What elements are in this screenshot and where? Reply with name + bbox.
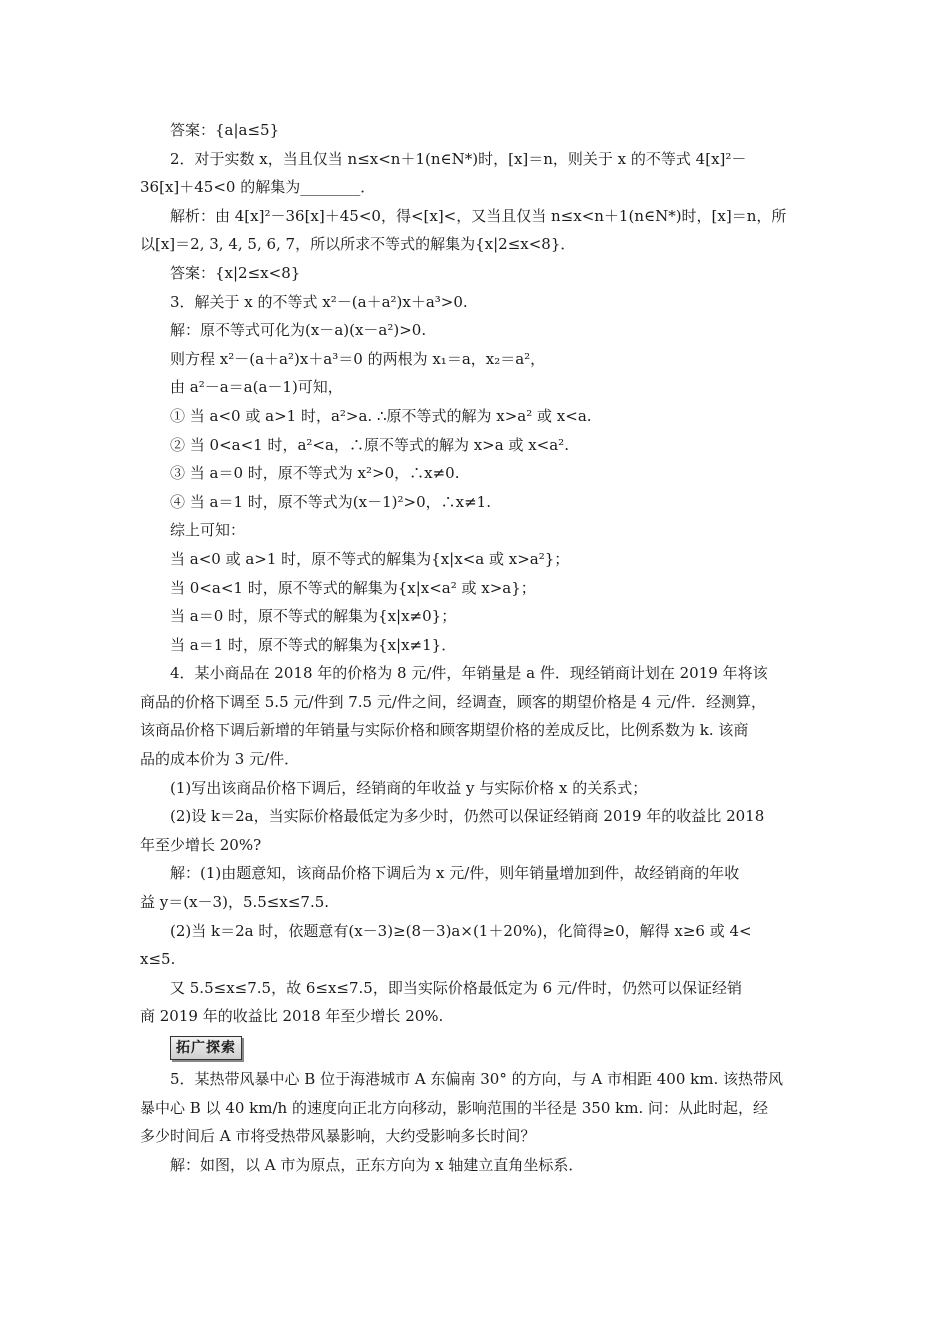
problem-2-line-1: 2．对于实数 x，当且仅当 n≤x<n＋1(n∈N*)时，[x]＝n，则关于 x 的不等式 4[x]²－: [170, 149, 747, 168]
solution-3-conclusion-2: 当 0<a<1 时，原不等式的解集为{x|x<a² 或 x>a}；: [170, 578, 536, 597]
problem-4-part-1: (1)写出该商品价格下调后，经销商的年收益 y 与实际价格 x 的关系式；: [170, 778, 648, 797]
solution-3-conclusion-4: 当 a＝1 时，原不等式的解集为{x|x≠1}．: [170, 635, 457, 654]
solution-3-case-4: ④ 当 a＝1 时，原不等式为(x－1)²>0，∴x≠1.: [170, 492, 491, 511]
solution-4-line-5: 又 5.5≤x≤7.5，故 6≤x≤7.5，即当实际价格最低定为 6 元/件时，仍然可以保证经销: [170, 978, 742, 997]
problem-4-line-4: 品的成本价为 3 元/件．: [140, 750, 300, 769]
solution-4-line-4: x≤5.: [140, 950, 176, 969]
solution-3-conclusion-3: 当 a＝0 时，原不等式的解集为{x|x≠0}；: [170, 607, 457, 626]
solution-3-case-2: ② 当 0<a<1 时，a²<a，∴原不等式的解为 x>a 或 x<a².: [170, 435, 569, 454]
solution-4-line-1: 解：(1)由题意知，该商品价格下调后为 x 元/件，则年销量增加到件，故经销商的年收: [170, 864, 740, 883]
problem-4-line-2: 商品的价格下调至 5.5 元/件到 7.5 元/件之间，经调查，顾客的期望价格是 4 元/件．经测算，: [140, 692, 767, 711]
solution-3-conclusion-1: 当 a<0 或 a>1 时，原不等式的解集为{x|x<a 或 x>a²}；: [170, 549, 570, 568]
problem-5-line-2: 暴中心 B 以 40 km/h 的速度向正北方向移动，影响范围的半径是 350 km. 问：从此时起，经: [140, 1098, 768, 1117]
solution-3-summary: 综上可知：: [170, 521, 246, 540]
problem-4-part-2-line-2: 年至少增长 20%?: [140, 835, 262, 854]
problem-2-line-2: 36[x]＋45<0 的解集为________．: [140, 178, 376, 197]
solution-2-line-1: 解析：由 4[x]²－36[x]＋45<0，得<[x]<，又当且仅当 n≤x<n＋1(n∈N*)时，[x]＝n，所: [170, 206, 787, 225]
solution-3-line-1: 解：原不等式可化为(x－a)(x－a²)>0.: [170, 321, 427, 340]
problem-3: 3．解关于 x 的不等式 x²－(a＋a²)x＋a³>0.: [170, 292, 468, 311]
solution-3-line-2: 则方程 x²－(a＋a²)x＋a³＝0 的两根为 x₁＝a，x₂＝a²，: [170, 349, 546, 368]
section-tag-row: [140, 1031, 812, 1065]
solution-3-line-3: 由 a²－a＝a(a－1)可知，: [170, 378, 343, 397]
problem-4-line-1: 4．某小商品在 2018 年的价格为 8 元/件，年销量是 a 件．现经销商计划在 2019 年将该: [170, 664, 768, 683]
solution-2-line-2: 以[x]＝2, 3, 4, 5, 6, 7，所以所求不等式的解集为{x|2≤x<8}．: [140, 235, 576, 254]
solution-3-case-3: ③ 当 a＝0 时，原不等式为 x²>0，∴x≠0.: [170, 464, 460, 483]
solution-4-line-3: (2)当 k＝2a 时，依题意有(x－3)≥(8－3)a×(1＋20%)，化简得≥0，解得 x≥6 或 4<: [170, 921, 752, 940]
answer-1: 答案：{a|a≤5}: [170, 121, 280, 139]
problem-4-line-3: 该商品价格下调后新增的年销量与实际价格和顾客期望价格的差成反比，比例系数为 k. 该商: [140, 721, 749, 740]
document-body: [140, 116, 812, 1179]
answer-2: 答案：{x|2≤x<8}: [170, 263, 301, 282]
solution-3-case-1: ① 当 a<0 或 a>1 时，a²>a. ∴原不等式的解为 x>a² 或 x<a.: [170, 406, 592, 425]
problem-5-line-1: 5．某热带风暴中心 B 位于海港城市 A 东偏南 30° 的方向，与 A 市相距 400 km. 该热带风: [170, 1070, 783, 1088]
section-tag: 拓广探索: [170, 1036, 242, 1060]
problem-5-line-3: 多少时间后 A 市将受热带风暴影响，大约受影响多长时间？: [140, 1127, 536, 1146]
solution-4-line-6: 商 2019 年的收益比 2018 年至少增长 20%.: [140, 1007, 444, 1026]
solution-4-line-2: 益 y＝(x－3)，5.5≤x≤7.5.: [140, 893, 330, 912]
solution-5-line-1: 解：如图，以 A 市为原点，正东方向为 x 轴建立直角坐标系．: [170, 1155, 584, 1174]
problem-4-part-2-line-1: (2)设 k＝2a，当实际价格最低定为多少时，仍然可以保证经销商 2019 年的收益比 2018: [170, 807, 765, 826]
